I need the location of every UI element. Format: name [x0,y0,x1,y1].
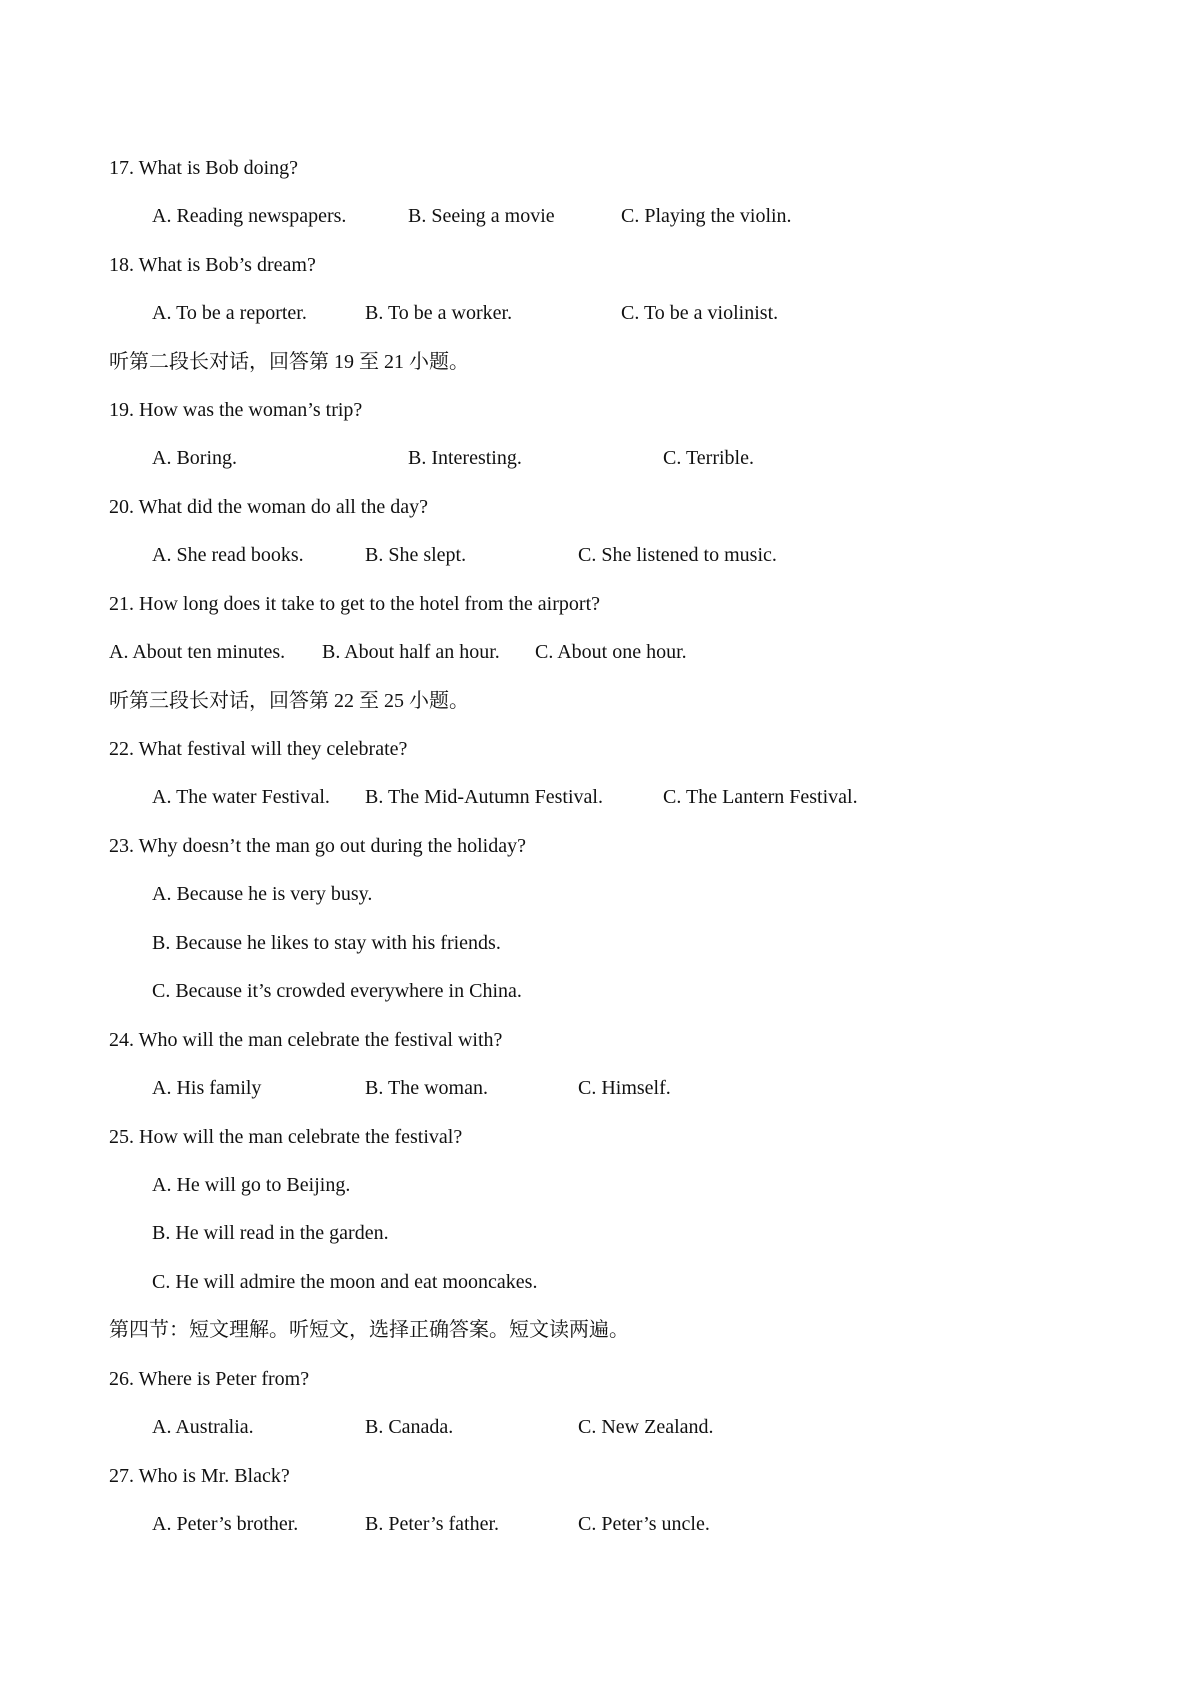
option-22-b: B. The Mid-Autumn Festival. [365,786,603,808]
question-21: 21. How long does it take to get to the hotel from the airport? [109,593,600,615]
option-24-b: B. The woman. [365,1077,488,1099]
question-18: 18. What is Bob’s dream? [109,254,316,276]
question-20: 20. What did the woman do all the day? [109,496,428,518]
section-2-heading: 听第二段长对话，回答第 19 至 21 小题。 [109,351,469,373]
section-4-heading: 第四节：短文理解。听短文，选择正确答案。短文读两遍。 [109,1319,629,1341]
option-26-b: B. Canada. [365,1416,454,1438]
option-21-c: C. About one hour. [535,641,687,663]
option-23-c: C. Because it’s crowded everywhere in China. [152,980,522,1002]
option-22-c: C. The Lantern Festival. [663,786,858,808]
option-23-a: A. Because he is very busy. [152,883,373,905]
option-18-b: B. To be a worker. [365,302,513,324]
option-20-c: C. She listened to music. [578,544,777,566]
option-17-a: A. Reading newspapers. [152,205,347,227]
section-3-heading: 听第三段长对话，回答第 22 至 25 小题。 [109,690,469,712]
option-17-c: C. Playing the violin. [621,205,792,227]
option-18-a: A. To be a reporter. [152,302,307,324]
option-27-b: B. Peter’s father. [365,1513,500,1535]
option-20-a: A. She read books. [152,544,304,566]
option-23-b: B. Because he likes to stay with his friends. [152,932,501,954]
question-17: 17. What is Bob doing? [109,157,299,179]
option-25-b: B. He will read in the garden. [152,1222,389,1244]
question-26: 26. Where is Peter from? [109,1368,310,1390]
option-20-b: B. She slept. [365,544,467,566]
option-25-a: A. He will go to Beijing. [152,1174,351,1196]
option-21-b: B. About half an hour. [322,641,500,663]
option-26-a: A. Australia. [152,1416,254,1438]
option-26-c: C. New Zealand. [578,1416,714,1438]
option-27-a: A. Peter’s brother. [152,1513,299,1535]
option-19-b: B. Interesting. [408,447,522,469]
option-19-c: C. Terrible. [663,447,754,469]
option-25-c: C. He will admire the moon and eat mooncakes. [152,1271,538,1293]
option-21-a: A. About ten minutes. [109,641,286,663]
question-24: 24. Who will the man celebrate the festival with? [109,1029,503,1051]
option-22-a: A. The water Festival. [152,786,330,808]
question-27: 27. Who is Mr. Black? [109,1465,290,1487]
option-19-a: A. Boring. [152,447,237,469]
option-27-c: C. Peter’s uncle. [578,1513,710,1535]
option-18-c: C. To be a violinist. [621,302,779,324]
option-24-c: C. Himself. [578,1077,671,1099]
option-24-a: A. His family [152,1077,262,1099]
question-25: 25. How will the man celebrate the festival? [109,1126,463,1148]
question-23: 23. Why doesn’t the man go out during the holiday? [109,835,526,857]
question-19: 19. How was the woman’s trip? [109,399,363,421]
question-22: 22. What festival will they celebrate? [109,738,408,760]
option-17-b: B. Seeing a movie [408,205,555,227]
